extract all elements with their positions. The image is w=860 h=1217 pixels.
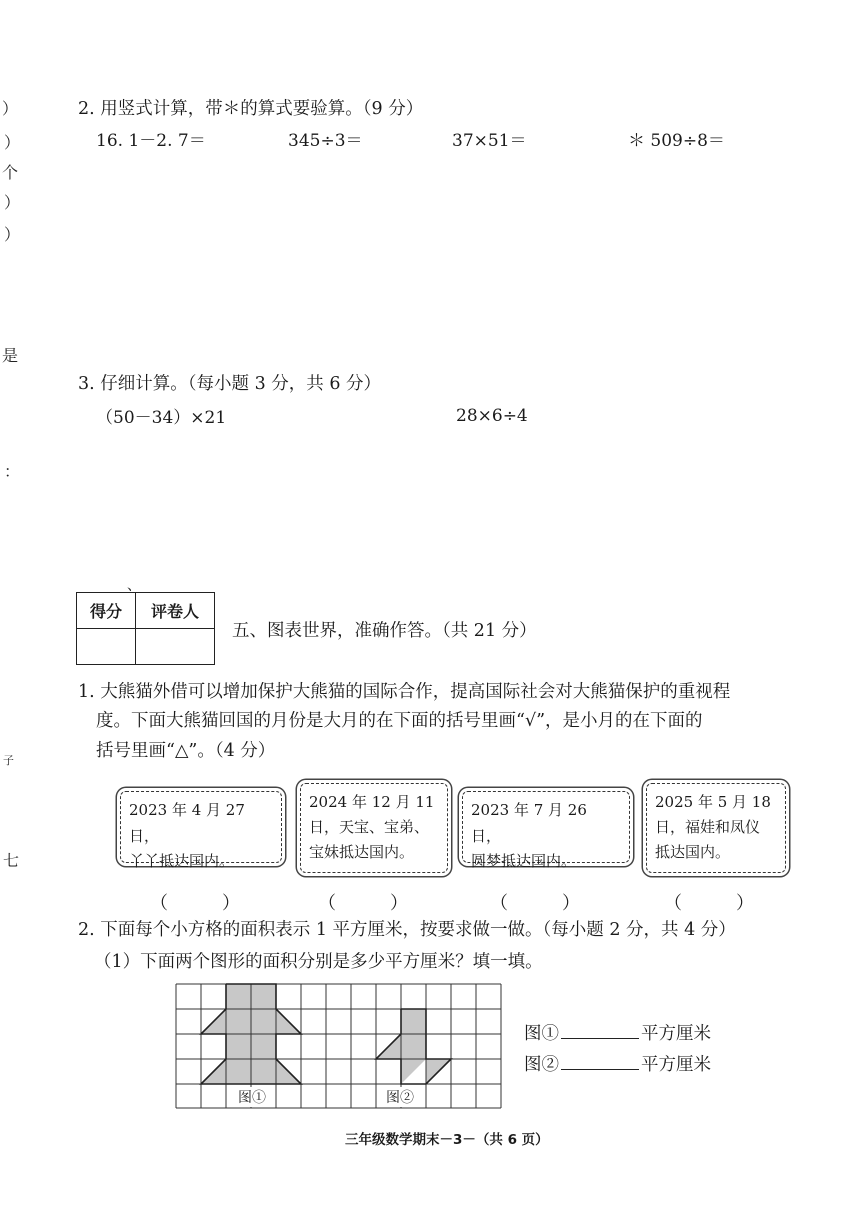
grader-label: 评卷人	[136, 593, 215, 629]
fig1-label: 图①	[238, 1087, 266, 1107]
panda-ticket-2: 2024 年 12 月 11 日，天宝、宝弟、 宝妹抵达国内。	[300, 783, 448, 873]
answer-paren-4[interactable]: （ ）	[664, 893, 754, 914]
s5-q1-line2: 度。下面大熊猫回国的月份是大月的在下面的括号里画“√”，是小月的在下面的	[96, 711, 703, 731]
panda-ticket-4: 2025 年 5 月 18 日，福娃和凤仪 抵达国内。	[646, 783, 786, 873]
fig1-answer[interactable]: 图① 平方厘米	[524, 1024, 711, 1044]
q3-title: 3. 仔细计算。（每小题 3 分，共 6 分）	[78, 374, 382, 394]
answer-paren-1[interactable]: （ ）	[150, 893, 240, 914]
page-footer: 三年级数学期末－3－（共 6 页）	[345, 1132, 549, 1148]
answer-paren-3[interactable]: （ ）	[490, 893, 580, 914]
q2-title: 2. 用竖式计算，带＊的算式要验算。（9 分）	[78, 99, 424, 119]
score-box	[76, 592, 215, 665]
section5-title: 五、图表世界，准确作答。（共 21 分）	[232, 621, 537, 641]
score-label: 得分	[77, 593, 136, 629]
margin-mark: 子	[3, 754, 14, 767]
panda-ticket-1: 2023 年 4 月 27 日， 丫丫抵达国内。	[120, 791, 282, 863]
margin-mark: 是	[2, 346, 19, 365]
q2-expr: 345÷3＝	[288, 131, 363, 151]
area-grid	[174, 982, 504, 1110]
q3-expr: 28×6÷4	[456, 406, 528, 426]
q3-expr: （50－34）×21	[96, 408, 227, 428]
s5-q2-sub1: （1）下面两个图形的面积分别是多少平方厘米？填一填。	[94, 952, 543, 972]
panda-ticket-3: 2023 年 7 月 26 日， 圆梦抵达国内。	[462, 791, 630, 863]
margin-mark: ）	[4, 193, 21, 212]
margin-mark: ）	[4, 225, 21, 244]
grader-cell[interactable]	[136, 629, 215, 665]
margin-mark: 七	[3, 851, 20, 870]
margin-mark: ）	[2, 99, 19, 118]
fig2-label: 图②	[386, 1087, 414, 1107]
margin-mark: 个	[2, 163, 19, 182]
q2-expr: 16. 1－2. 7＝	[96, 131, 206, 151]
q2-expr: 37×51＝	[452, 131, 527, 151]
score-cell[interactable]	[77, 629, 136, 665]
answer-paren-2[interactable]: （ ）	[318, 893, 408, 914]
s5-q1-line1: 1. 大熊猫外借可以增加保护大熊猫的国际合作，提高国际社会对大熊猫保护的重视程	[78, 682, 731, 702]
margin-mark: ：	[4, 462, 21, 481]
s5-q2-title: 2. 下面每个小方格的面积表示 1 平方厘米，按要求做一做。（每小题 2 分，共 4 分）	[78, 920, 736, 940]
s5-q1-line3: 括号里画“△”。（4 分）	[96, 741, 276, 761]
q2-expr: ＊ 509÷8＝	[628, 131, 725, 151]
margin-mark: ）	[4, 133, 21, 152]
fig2-answer[interactable]: 图② 平方厘米	[524, 1055, 711, 1075]
